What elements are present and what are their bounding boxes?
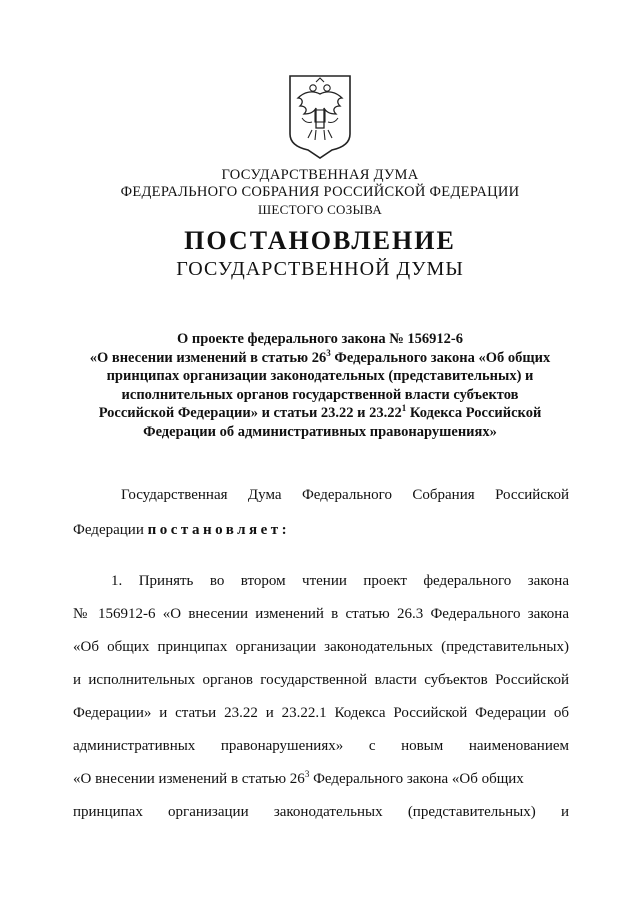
- subject-text: Российской Федерации» и статьи 23.22 и 23.22: [98, 405, 402, 422]
- clause-line: 1. Принять во втором чтении проект федерального закона: [111, 573, 569, 589]
- subject-line: принципах организации законодательных (представительных) и: [106, 368, 534, 385]
- clause-text: «О внесении изменений в статью 26: [73, 771, 305, 787]
- subject-line: О проекте федерального закона № 156912-6: [176, 331, 464, 347]
- subject-line: исполнительных органов государственной власти субъектов: [121, 386, 519, 403]
- clause-line: Федерации» и статьи 23.22 и 23.22.1 Кодекса Российской Федерации об: [73, 705, 569, 721]
- preamble-line-1: Государственная Дума Федерального Собрания Российской: [121, 487, 569, 503]
- clause-line: «Об общих принципах организации законодательных (представительных): [73, 639, 569, 655]
- decree-word: постановляет:: [147, 522, 291, 538]
- document-subtitle: ГОСУДАРСТВЕННОЙ ДУМЫ: [176, 258, 464, 280]
- superscript: 3: [326, 347, 331, 358]
- subject-line: Федерации об административных правонарушениях»: [143, 423, 497, 440]
- document-subject: [60, 330, 580, 442]
- header-line-2: ФЕДЕРАЛЬНОГО СОБРАНИЯ РОССИЙСКОЙ ФЕДЕРАЦИИ: [120, 184, 520, 200]
- clause-line: принципах организации законодательных (представительных) и: [73, 804, 569, 820]
- coat-of-arms-emblem: [282, 72, 358, 162]
- subject-line: [60, 349, 580, 368]
- header-line-3: ШЕСТОГО СОЗЫВА: [257, 202, 383, 217]
- subject-line: [60, 404, 580, 423]
- preamble-line-2: [73, 522, 569, 539]
- subject-text: «О внесении изменений в статью 26: [89, 349, 327, 366]
- superscript: 1: [401, 403, 407, 414]
- clause-line: № 156912-6 «О внесении изменений в статью 26.3 Федерального закона: [73, 606, 569, 622]
- superscript: 3: [304, 769, 310, 779]
- clause-line: административных правонарушениях» с новым наименованием: [73, 738, 569, 754]
- clause-line: и исполнительных органов государственной власти субъектов Российской: [73, 672, 569, 688]
- clause-line: [73, 771, 569, 788]
- clause-text: Федерального закона «Об общих: [309, 771, 524, 787]
- document-title: ПОСТАНОВЛЕНИЕ: [184, 226, 456, 255]
- subject-text: Федерального закона «Об общих: [330, 349, 551, 366]
- subject-text: Кодекса Российской: [406, 405, 542, 422]
- preamble-text: Федерации: [73, 522, 148, 538]
- header-line-1: ГОСУДАРСТВЕННАЯ ДУМА: [221, 167, 419, 183]
